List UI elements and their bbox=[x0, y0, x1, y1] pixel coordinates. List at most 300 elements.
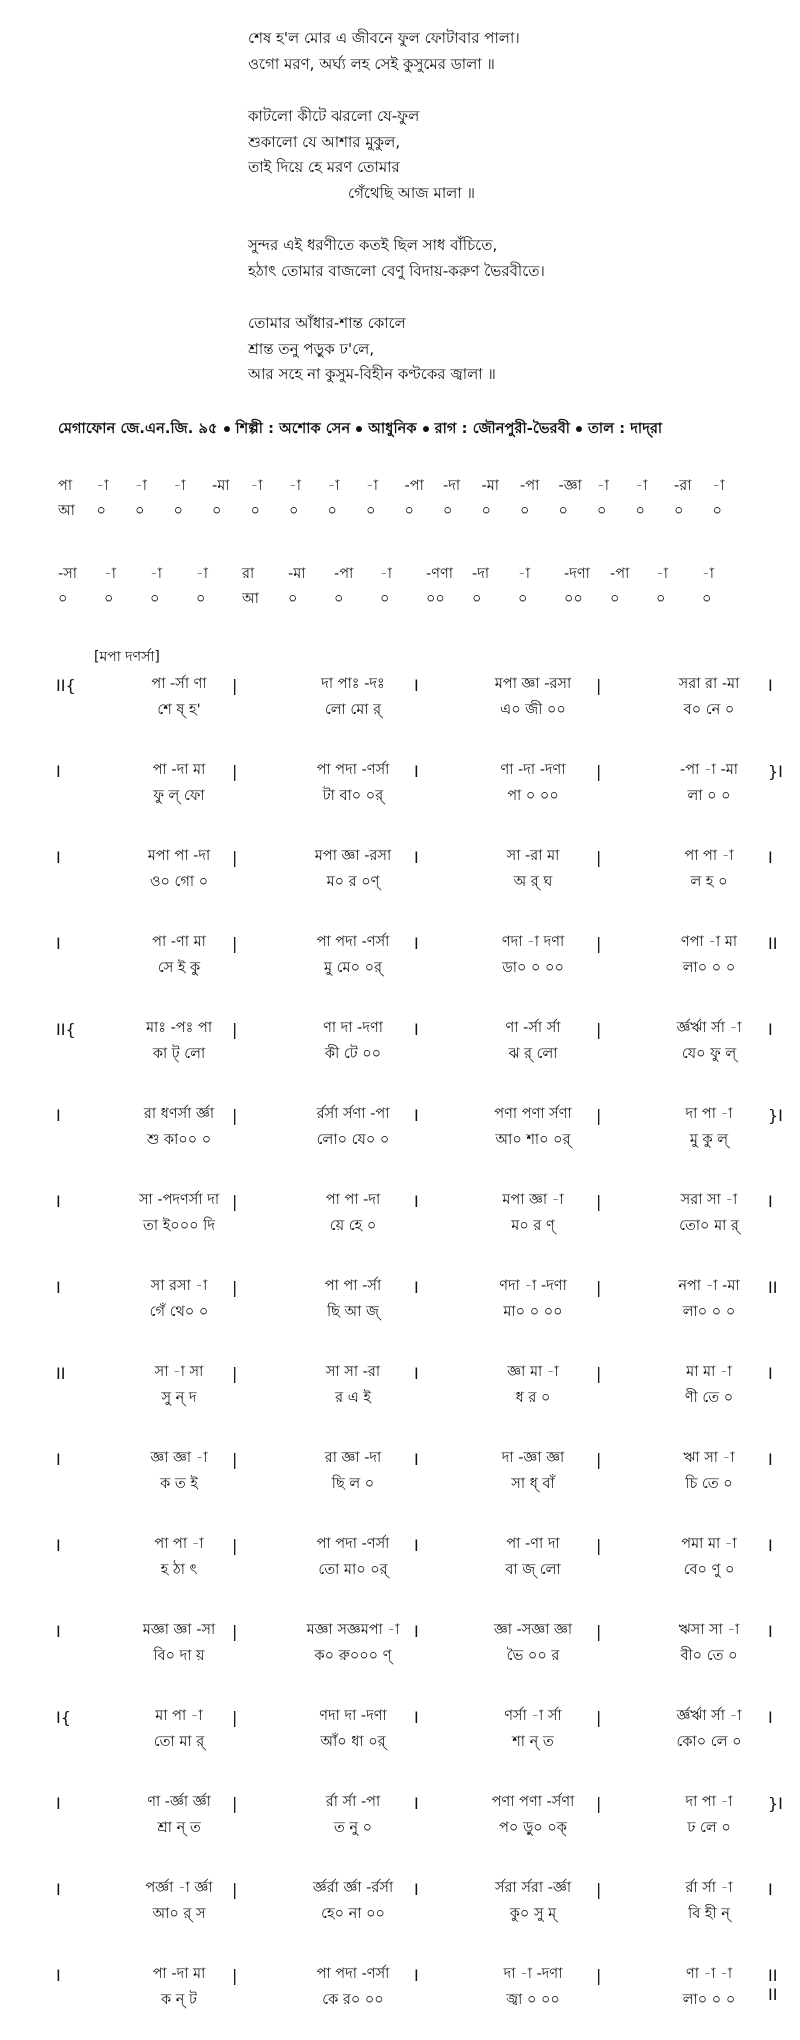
lyric-syllables: বে০ ণু ০ bbox=[683, 1562, 735, 1578]
lyric-syllables: আঁ০ ধা ০র্‌ bbox=[320, 1734, 386, 1750]
lyric-syllables: ত নু ০ bbox=[333, 1820, 373, 1836]
lyric-syllables: মু কু ল্‌ bbox=[689, 1132, 729, 1148]
record-number: মেগাফোন জে.এন.জি. ৯৫ bbox=[58, 421, 218, 437]
end-barline: I bbox=[768, 1622, 773, 1641]
notation-line bbox=[56, 1102, 783, 1156]
notation-cell: ০ bbox=[135, 503, 145, 519]
swara-text: পা পা -র্সা bbox=[324, 1278, 382, 1294]
beat-separator: I bbox=[414, 1278, 419, 1297]
notation-cell: -া bbox=[104, 566, 116, 582]
measure-barline: | bbox=[596, 1966, 602, 1985]
lyric-syllables: বি হী ন্‌ bbox=[688, 1906, 730, 1922]
separator-dot bbox=[423, 426, 429, 432]
notation-line bbox=[56, 844, 773, 898]
measure bbox=[634, 758, 784, 808]
notation-cell: -া bbox=[96, 478, 109, 494]
lyric-syllables: সা ধ্‌ বাঁ bbox=[511, 1476, 555, 1492]
measure bbox=[278, 930, 428, 980]
notation-line bbox=[56, 1618, 773, 1672]
notation-cell: ০ bbox=[674, 503, 684, 519]
end-barline: I bbox=[768, 1708, 773, 1727]
start-barline: I bbox=[56, 1278, 61, 1297]
lyric-syllables: শা ন্‌ ত bbox=[512, 1734, 554, 1750]
measure-barline: | bbox=[232, 1450, 238, 1469]
beat-separator: I bbox=[414, 1794, 419, 1813]
measure bbox=[458, 930, 608, 980]
lyric-syllables: শু কা০০ ০ bbox=[146, 1132, 212, 1148]
measure bbox=[634, 1532, 784, 1582]
lyric-syllables: ডা০ ০ ০০ bbox=[502, 960, 564, 976]
measure-barline: | bbox=[596, 934, 602, 953]
end-barline: II bbox=[768, 934, 778, 953]
measure bbox=[634, 1274, 784, 1324]
measure bbox=[458, 758, 608, 808]
lyric-syllables: বী০ তে ০ bbox=[680, 1648, 738, 1664]
notation-cell: -া bbox=[196, 566, 208, 582]
swara-text: পা -র্সা ণা bbox=[151, 676, 207, 692]
swara-text: সরা রা -মা bbox=[678, 676, 740, 692]
lyric-syllables: তা ই০০০ দি bbox=[143, 1218, 215, 1234]
notation-cell: ০ bbox=[212, 503, 222, 519]
measure bbox=[458, 1016, 608, 1066]
lyrics-line: শ্রান্ত তনু পড়ুক ঢ'লে, bbox=[248, 339, 375, 358]
start-barline: I bbox=[56, 848, 61, 867]
notation-cell: ০ bbox=[196, 591, 206, 607]
lyric-syllables: এ০ জী ০০ bbox=[500, 702, 566, 718]
song-info bbox=[58, 418, 778, 442]
lyric-syllables: পা ০ ০০ bbox=[507, 788, 559, 804]
beat-separator: I bbox=[414, 1708, 419, 1727]
measure bbox=[634, 1360, 784, 1410]
notation-cell: ০ bbox=[520, 503, 530, 519]
start-barline: II bbox=[56, 1364, 66, 1383]
lyric-syllables: হে০ না ০০ bbox=[321, 1906, 385, 1922]
lyric-syllables: ক ন্‌ ট bbox=[161, 1992, 197, 2008]
lyric-syllables: ঢ লে ০ bbox=[687, 1820, 731, 1836]
notation-cell: -া bbox=[656, 566, 668, 582]
start-barline: I{ bbox=[56, 1708, 71, 1727]
measure bbox=[458, 1704, 608, 1754]
measure-barline: | bbox=[232, 676, 238, 695]
notation-cell: ০ bbox=[289, 503, 299, 519]
separator-dot bbox=[576, 426, 582, 432]
notation-cell: -া bbox=[518, 566, 530, 582]
lyric-syllables: লা০ ০ ০ bbox=[682, 960, 736, 976]
measure-barline: | bbox=[232, 848, 238, 867]
lyric-syllables: লা ০ ০ bbox=[687, 788, 731, 804]
notation-cell: -া bbox=[380, 566, 392, 582]
swara-text: দা -জ্ঞা জ্ঞা bbox=[501, 1450, 565, 1466]
swara-text: পা পা -া bbox=[684, 848, 734, 864]
notation-cell: ০ bbox=[104, 591, 114, 607]
measure-barline: | bbox=[596, 1192, 602, 1211]
notation-cell: ০ bbox=[288, 591, 298, 607]
notation-cell: আ bbox=[242, 591, 259, 607]
measure bbox=[634, 1446, 784, 1496]
lyrics-stanza bbox=[248, 104, 768, 206]
measure bbox=[458, 1274, 608, 1324]
end-barline: I bbox=[768, 848, 773, 867]
swara-text: -পা -া -মা bbox=[680, 762, 738, 778]
measure-barline: | bbox=[596, 1364, 602, 1383]
beat-separator: I bbox=[414, 1106, 419, 1125]
lyric-syllables: ম০ র ণ্‌ bbox=[511, 1218, 555, 1234]
notation-cell: ০ bbox=[366, 503, 376, 519]
lyrics-block bbox=[248, 26, 768, 415]
swara-text: মা পা -া bbox=[155, 1708, 203, 1724]
notation-cell: -সা bbox=[58, 566, 78, 582]
notation-line bbox=[56, 1962, 778, 2016]
notation-cell: ০ bbox=[58, 591, 68, 607]
swara-text: র্রা র্সা -পা bbox=[325, 1794, 381, 1810]
lyric-syllables: আ০ শা০ ০র্‌ bbox=[495, 1132, 571, 1148]
measure bbox=[278, 1446, 428, 1496]
notation-cell: ০ bbox=[96, 503, 106, 519]
lyric-syllables: কী টে ০০ bbox=[324, 1046, 382, 1062]
end-barline: I bbox=[768, 676, 773, 695]
notation-line bbox=[56, 1016, 773, 1070]
swara-text: মপা জ্ঞা -া bbox=[502, 1192, 564, 1208]
notation-cell: -দা bbox=[443, 478, 461, 494]
measure bbox=[278, 1704, 428, 1754]
swara-text: পা পদা -ণর্সা bbox=[316, 1536, 390, 1552]
measure-barline: | bbox=[596, 1794, 602, 1813]
measure-barline: | bbox=[232, 934, 238, 953]
notation-cell: ০ bbox=[380, 591, 390, 607]
notation-cell: রা bbox=[242, 566, 255, 582]
measure-barline: | bbox=[596, 1020, 602, 1039]
lyric-syllables: যে০ ফু ল্‌ bbox=[681, 1046, 737, 1062]
lyric-syllables: ক০ রু০০০ ণ্‌ bbox=[314, 1648, 392, 1664]
lyrics-stanza bbox=[248, 26, 768, 77]
lyric-syllables: শে ষ্‌ হ' bbox=[157, 702, 201, 718]
end-barline: I bbox=[768, 1192, 773, 1211]
raga: রাগ : জৌনপুরী-ভৈরবী bbox=[434, 421, 571, 437]
notation-cell: ০ bbox=[558, 503, 568, 519]
notation-cell: ০০ bbox=[564, 591, 583, 607]
measure-barline: | bbox=[596, 848, 602, 867]
measure bbox=[458, 1532, 608, 1582]
end-barline: I bbox=[768, 1364, 773, 1383]
swara-text: র্জ্ঞর্রা র্জ্ঞা -র্রর্সা bbox=[312, 1880, 394, 1896]
lyrics-line: তাই দিয়ে হে মরণ তোমার bbox=[248, 158, 400, 176]
measure-barline: | bbox=[596, 676, 602, 695]
measure bbox=[634, 1618, 784, 1668]
beat-separator: I bbox=[414, 1966, 419, 1985]
lyric-syllables: তো০ মা র্‌ bbox=[679, 1218, 739, 1234]
lyric-syllables: হ ঠা ৎ bbox=[160, 1562, 198, 1578]
swara-text: র্জ্ঞর্ঋা র্সা -া bbox=[676, 1020, 742, 1036]
start-barline: I bbox=[56, 1880, 61, 1899]
lyric-syllables: য়ে হে ০ bbox=[329, 1218, 377, 1234]
notation-cell: ০ bbox=[404, 503, 414, 519]
swara-text: সা রসা -া bbox=[150, 1278, 208, 1294]
swara-text: পা পদা -ণর্সা bbox=[316, 1966, 390, 1982]
lyric-syllables: ও০ গো ০ bbox=[149, 874, 209, 890]
notation-line bbox=[56, 758, 783, 812]
end-barline: }I bbox=[768, 762, 783, 781]
swara-text: র্রা র্সা -া bbox=[685, 1880, 733, 1896]
notation-cell: ০ bbox=[656, 591, 666, 607]
measure bbox=[458, 672, 608, 722]
notation-cell: -া bbox=[289, 478, 301, 494]
notation-cell: -া bbox=[150, 566, 162, 582]
end-barline: II II bbox=[768, 1966, 778, 2004]
notation-cell: আ bbox=[58, 503, 75, 519]
swara-text: ণা -া -া bbox=[685, 1966, 733, 1982]
measure bbox=[634, 1962, 784, 2012]
beat-separator: I bbox=[414, 1192, 419, 1211]
beat-separator: I bbox=[414, 1450, 419, 1469]
end-barline: I bbox=[768, 1536, 773, 1555]
measure bbox=[634, 672, 784, 722]
lyrics-line: শুকালো যে আশার মুকুল, bbox=[248, 132, 401, 151]
measure bbox=[278, 1102, 428, 1152]
start-barline: II{ bbox=[56, 676, 76, 695]
swara-text: ণদা -া দণা bbox=[501, 934, 565, 950]
swara-text: পমা মা -া bbox=[681, 1536, 737, 1552]
beat-separator: I bbox=[414, 1020, 419, 1039]
lyrics-stanza bbox=[248, 311, 768, 388]
notation-cell: ০ bbox=[327, 503, 337, 519]
beat-separator: I bbox=[414, 1622, 419, 1641]
measure-barline: | bbox=[596, 1708, 602, 1727]
start-barline: I bbox=[56, 1966, 61, 1985]
swara-text: ণপা -া মা bbox=[680, 934, 738, 950]
swara-text: পা পদা -ণর্সা bbox=[316, 762, 390, 778]
swara-text: সা -রা মা bbox=[506, 848, 560, 864]
measure bbox=[458, 1102, 608, 1152]
swara-text: সা সা -রা bbox=[325, 1364, 381, 1380]
swara-text: মপা পা -দা bbox=[147, 848, 211, 864]
measure bbox=[458, 1360, 608, 1410]
measure bbox=[458, 1618, 608, 1668]
notation-hint: [মপা দণর্সা] bbox=[94, 649, 160, 665]
measure-barline: | bbox=[596, 1536, 602, 1555]
swara-text: রা জ্ঞা -দা bbox=[324, 1450, 382, 1466]
measure bbox=[634, 844, 784, 894]
lyrics-line: সুন্দর এই ধরণীতে কতই ছিল সাধ বাঁচিতে, bbox=[248, 236, 498, 254]
lyric-syllables: শ্রা ন্‌ ত bbox=[157, 1820, 201, 1836]
swara-text: সা -পদণর্সা দা bbox=[138, 1192, 220, 1208]
swara-text: র্রর্সা র্সণা -পা bbox=[316, 1106, 390, 1122]
measure bbox=[634, 1876, 784, 1926]
measure bbox=[278, 1274, 428, 1324]
lyrics-line: তোমার আঁধার-শান্ত কোলে bbox=[248, 314, 406, 332]
notation-cell: ০ bbox=[443, 503, 453, 519]
swara-text: নপা -া -মা bbox=[678, 1278, 740, 1294]
notation-cell: পা bbox=[58, 478, 73, 494]
notation-line bbox=[56, 1532, 773, 1586]
lyric-syllables: ধ র ০ bbox=[515, 1390, 551, 1406]
measure bbox=[278, 1962, 428, 2012]
swara-text: জ্ঞা জ্ঞা -া bbox=[150, 1450, 208, 1466]
swara-text: র্সরা র্সরা -র্জ্ঞা bbox=[494, 1880, 572, 1896]
start-barline: I bbox=[56, 1192, 61, 1211]
swara-text: পা পদা -ণর্সা bbox=[316, 934, 390, 950]
swara-text: দা পা -া bbox=[685, 1106, 733, 1122]
swara-text: পণা পণা -র্সণা bbox=[491, 1794, 575, 1810]
measure-barline: | bbox=[232, 1708, 238, 1727]
notation-line bbox=[56, 930, 778, 984]
lyric-syllables: ম০ র ০ণ্‌ bbox=[326, 874, 380, 890]
lyric-syllables: গেঁ থে০ ০ bbox=[149, 1304, 209, 1320]
tala: তাল : দাদ্‌রা bbox=[588, 421, 663, 437]
lyric-syllables: বা জ্‌ লো bbox=[505, 1562, 561, 1578]
measure bbox=[634, 1188, 784, 1238]
measure bbox=[278, 1532, 428, 1582]
swara-text: পা -ণা মা bbox=[152, 934, 206, 950]
swara-text: জ্ঞা -সজ্ঞা জ্ঞা bbox=[493, 1622, 573, 1638]
notation-cell: -পা bbox=[404, 478, 424, 494]
separator-dot bbox=[224, 426, 230, 432]
end-barline: }I bbox=[768, 1106, 783, 1125]
swara-text: পর্জ্ঞা -া র্জ্ঞা bbox=[145, 1880, 213, 1896]
end-barline: }I bbox=[768, 1794, 783, 1813]
lyric-syllables: কো০ লে ০ bbox=[676, 1734, 742, 1750]
lyric-syllables: ব০ নে ০ bbox=[683, 702, 735, 718]
measure-barline: | bbox=[596, 1622, 602, 1641]
lyrics-line: গেঁথেছি আজ মালা ॥ bbox=[348, 183, 475, 202]
notation-cell: -পা bbox=[334, 566, 354, 582]
start-barline: I bbox=[56, 1794, 61, 1813]
swara-text: দা পাঃ -দঃ bbox=[321, 676, 385, 692]
start-barline: I bbox=[56, 1450, 61, 1469]
swara-text: ণদা -া -দণা bbox=[499, 1278, 567, 1294]
swara-text: পা -দা মা bbox=[152, 762, 206, 778]
lyric-syllables: চি তে ০ bbox=[685, 1476, 733, 1492]
measure bbox=[458, 1962, 608, 2012]
notation-line bbox=[56, 1188, 773, 1242]
lyric-syllables: লা০ ০ ০ bbox=[682, 1992, 736, 2008]
swara-text: ঋা সা -া bbox=[683, 1450, 735, 1466]
swara-text: মা মা -া bbox=[686, 1364, 732, 1380]
separator-dot bbox=[356, 426, 362, 432]
measure bbox=[458, 1446, 608, 1496]
measure-barline: | bbox=[232, 1880, 238, 1899]
notation-cell: -দণা bbox=[564, 566, 590, 582]
lyric-syllables: প০ ড়ু০ ০ক্‌ bbox=[499, 1820, 567, 1836]
measure bbox=[278, 1016, 428, 1066]
end-barline: II bbox=[768, 1278, 778, 1297]
swara-text: পা -দা মা bbox=[152, 1966, 206, 1982]
measure-barline: | bbox=[232, 1192, 238, 1211]
swara-text: দা পা -া bbox=[685, 1794, 733, 1810]
notation-line bbox=[56, 1790, 783, 1844]
swara-text: ণা দা -দণা bbox=[323, 1020, 383, 1036]
start-barline: II{ bbox=[56, 1020, 76, 1039]
start-barline: I bbox=[56, 934, 61, 953]
measure-barline: | bbox=[232, 1966, 238, 1985]
start-barline: I bbox=[56, 1622, 61, 1641]
notation-cell: ০ bbox=[173, 503, 183, 519]
measure bbox=[634, 1704, 784, 1754]
notation-cell: ০ bbox=[712, 503, 722, 519]
notation-cell: ০০ bbox=[426, 591, 445, 607]
beat-separator: I bbox=[414, 934, 419, 953]
lyric-syllables: অ র্‌ ঘ bbox=[513, 874, 553, 890]
end-barline: I bbox=[768, 1450, 773, 1469]
notation-cell: -া bbox=[635, 478, 648, 494]
lyric-syllables: মা০ ০ ০০ bbox=[503, 1304, 563, 1320]
measure bbox=[278, 1188, 428, 1238]
notation-line bbox=[56, 1360, 773, 1414]
beat-separator: I bbox=[414, 762, 419, 781]
measure-barline: | bbox=[596, 1880, 602, 1899]
artist: শিল্পী : অশোক সেন bbox=[235, 421, 351, 437]
beat-separator: I bbox=[414, 1880, 419, 1899]
end-barline: I bbox=[768, 1020, 773, 1039]
notation-cell: ০ bbox=[597, 503, 607, 519]
notation-cell: -া bbox=[173, 478, 186, 494]
lyric-syllables: টা বা০ ০র্‌ bbox=[322, 788, 384, 804]
measure bbox=[278, 844, 428, 894]
beat-separator: I bbox=[414, 848, 419, 867]
lyric-syllables: সে ই কু bbox=[157, 960, 201, 976]
lyric-syllables: তো মা র্‌ bbox=[153, 1734, 205, 1750]
lyrics-line: আর সহে না কুসুম-বিহীন কণ্টকের জ্বালা ॥ bbox=[248, 365, 496, 383]
swara-text: মজ্ঞা জ্ঞা -সা bbox=[142, 1622, 216, 1638]
notation-cell: -রা bbox=[674, 478, 692, 494]
measure-barline: | bbox=[232, 1278, 238, 1297]
notation-cell: -পা bbox=[610, 566, 630, 582]
notation-cell: -া bbox=[597, 478, 609, 494]
swara-text: পা -ণা দা bbox=[506, 1536, 560, 1552]
lyrics-line: শেষ হ'ল মোর এ জীবনে ফুল ফোটাবার পালা। bbox=[248, 29, 520, 47]
notation-cell: ০ bbox=[518, 591, 528, 607]
notation-line bbox=[56, 672, 773, 726]
notation-line bbox=[56, 1446, 773, 1500]
lyric-syllables: ছি আ জ্‌ bbox=[326, 1304, 380, 1320]
notation-cell: ০ bbox=[472, 591, 482, 607]
measure bbox=[634, 930, 784, 980]
lyrics-stanza bbox=[248, 233, 768, 284]
start-barline: I bbox=[56, 1106, 61, 1125]
measure-barline: | bbox=[232, 1536, 238, 1555]
measure-barline: | bbox=[232, 1622, 238, 1641]
notation-cell: ০ bbox=[250, 503, 260, 519]
swara-text: র্জ্ঞর্ঋা র্সা -া bbox=[676, 1708, 742, 1724]
notation-cell: -ণণা bbox=[426, 566, 453, 582]
measure bbox=[458, 844, 608, 894]
lyric-syllables: সু ন্‌ দ bbox=[161, 1390, 197, 1406]
lyric-syllables: জ্বা ০ ০০ bbox=[506, 1992, 560, 2008]
notation-cell: -া bbox=[702, 566, 714, 582]
lyric-syllables: র এ ই bbox=[335, 1390, 371, 1406]
lyric-syllables: লো০ যে০ ০ bbox=[316, 1132, 390, 1148]
measure bbox=[278, 1618, 428, 1668]
lyric-syllables: ঝ র্‌ লো bbox=[508, 1046, 558, 1062]
measure bbox=[278, 672, 428, 722]
lyric-syllables: ণী তে ০ bbox=[684, 1390, 734, 1406]
beat-separator: I bbox=[414, 676, 419, 695]
notation-cell: -া bbox=[366, 478, 378, 494]
notation-cell: ০ bbox=[635, 503, 645, 519]
swara-text: ণর্সা -া র্সা bbox=[504, 1708, 562, 1724]
measure bbox=[458, 1188, 608, 1238]
lyric-syllables: ভৈ ০০ র bbox=[506, 1648, 560, 1664]
notation-line bbox=[56, 1274, 778, 1328]
beat-separator: I bbox=[414, 1364, 419, 1383]
swara-text: পণা পণা র্সণা bbox=[494, 1106, 572, 1122]
measure-barline: | bbox=[232, 1364, 238, 1383]
start-barline: I bbox=[56, 1536, 61, 1555]
lyric-syllables: ফু ল্‌ ফো bbox=[153, 788, 205, 804]
lyric-syllables: লো মো র্‌ bbox=[324, 702, 382, 718]
measure-barline: | bbox=[596, 1450, 602, 1469]
lyrics-line: হঠাৎ তোমার বাজলো বেণু বিদায়-করুণ ভৈরবীতে। bbox=[248, 261, 545, 280]
swara-text: ঋসা সা -া bbox=[678, 1622, 740, 1638]
